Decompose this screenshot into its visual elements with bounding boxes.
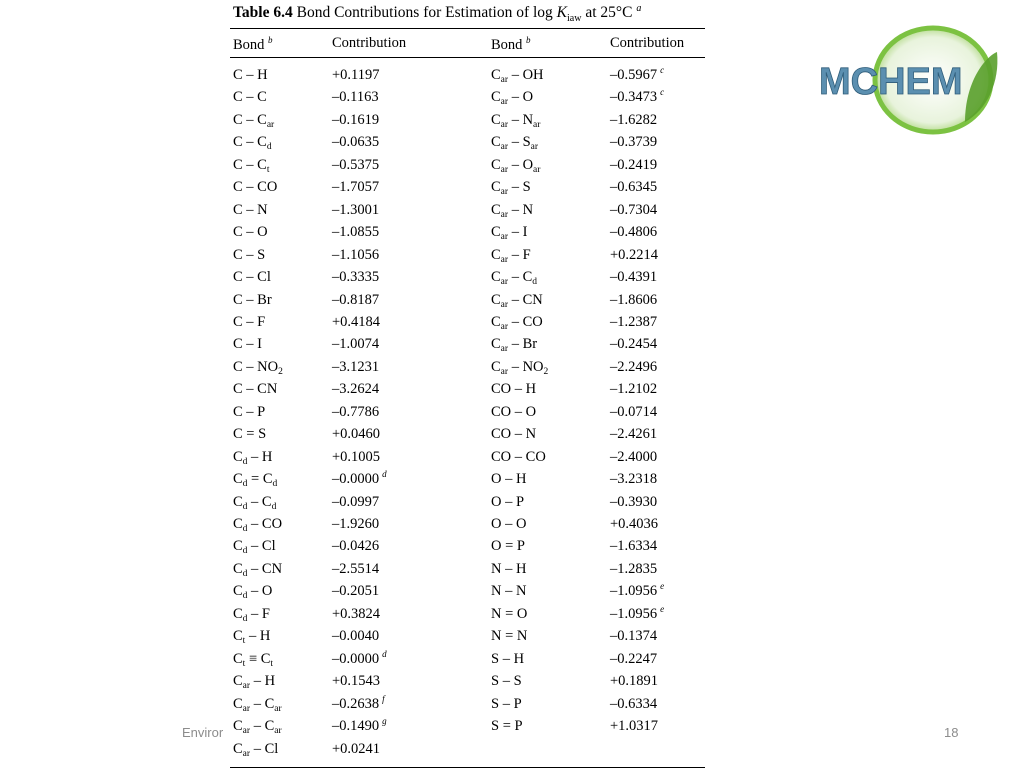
right-contribution-cell: +0.2214	[610, 247, 659, 263]
left-bond-cell: C – Br	[233, 292, 272, 308]
right-bond-cell: $C_{ar} - C_d$	[491, 269, 537, 287]
left-contribution-cell: –2.5514	[332, 561, 380, 577]
right-bond-cell: $C_{ar} - S_{ar}$	[491, 134, 539, 152]
left-bond-cell: C – F	[233, 314, 266, 330]
right-contribution-cell: –0.2247	[610, 651, 658, 667]
left-contribution-cell: +0.3824	[332, 606, 381, 622]
right-contribution-cell: –1.2102	[610, 381, 658, 397]
right-bond-cell: N = N	[491, 628, 528, 644]
right-contribution-cell: –1.6334	[610, 538, 658, 554]
right-contribution-cell: –0.4391	[610, 269, 658, 285]
right-contribution-cell: –0.3930	[610, 494, 658, 510]
left-contribution-cell: –1.3001	[332, 202, 380, 218]
right-bond-cell: CO – N	[491, 426, 537, 442]
right-contribution-cell: –0.0714	[610, 404, 658, 420]
header-rule	[230, 57, 705, 58]
left-bond-cell: $C_d$ – H	[233, 449, 273, 467]
logo-text: MCHEM	[819, 61, 963, 103]
right-bond-cell: CO – CO	[491, 449, 546, 465]
right-bond-cell: $C_{ar}$ – S	[491, 179, 531, 197]
left-bond-cell: $C_d$ – F	[233, 606, 270, 624]
right-bond-cell: O – H	[491, 471, 527, 487]
right-contribution-cell: –2.4261	[610, 426, 658, 442]
left-contribution-cell: –0.3335	[332, 269, 380, 285]
left-contribution-cell: –0.5375	[332, 157, 380, 173]
right-contribution-cell: –0.7304	[610, 202, 658, 218]
right-contribution-cell: –0.3473 $^c$	[610, 87, 665, 105]
right-contribution-cell: –0.3739	[610, 134, 658, 150]
right-contribution-cell: +1.0317	[610, 718, 659, 734]
right-bond-cell: S – H	[491, 651, 525, 667]
top-rule	[230, 28, 705, 29]
right-contribution-cell: +0.4036	[610, 516, 659, 532]
right-bond-cell: S = P	[491, 718, 523, 734]
left-bond-cell: C – $C_t$	[233, 157, 270, 175]
left-contribution-cell: –0.0000 $^d$	[332, 649, 387, 667]
left-contribution-cell: +0.4184	[332, 314, 381, 330]
left-contribution-cell: –1.1056	[332, 247, 380, 263]
left-bond-cell: $C_d$ – CO	[233, 516, 283, 534]
caption-footnote-mark: a	[636, 3, 642, 14]
left-bond-cell: C – I	[233, 336, 262, 352]
left-bond-cell: C – Cl	[233, 269, 271, 285]
left-contribution-cell: –0.0040	[332, 628, 380, 644]
left-bond-cell: $C_d$ – O	[233, 583, 273, 601]
left-bond-cell: C – $C_d$	[233, 134, 272, 152]
right-contribution-cell: –0.2454	[610, 336, 658, 352]
caption-k: K	[556, 4, 568, 21]
left-bond-cell: C – N	[233, 202, 268, 218]
right-bond-cell: $C_{ar} - N_{ar}$	[491, 112, 541, 130]
right-contribution-cell: –0.5967 $^c$	[610, 65, 665, 83]
left-bond-cell: C – O	[233, 224, 268, 240]
left-bond-cell: C – CO	[233, 179, 278, 195]
header-contribution-right: Contribution	[610, 35, 685, 51]
right-bond-cell: $C_{ar}$ – OH	[491, 67, 544, 85]
caption-k-subscript: iaw	[567, 13, 582, 25]
right-contribution-cell: –0.6345	[610, 179, 658, 195]
left-bond-cell: C – S	[233, 247, 266, 263]
footer-text: Enviror	[182, 725, 224, 740]
caption-temperature: at 25°C	[581, 4, 633, 21]
left-contribution-cell: +0.1543	[332, 673, 381, 689]
right-bond-cell: N – N	[491, 583, 527, 599]
right-bond-cell: CO – H	[491, 381, 537, 397]
left-contribution-cell: –0.7786	[332, 404, 380, 420]
page-number: 18	[944, 725, 959, 740]
right-bond-cell: N – H	[491, 561, 527, 577]
right-bond-cell: $C_{ar}$ – N	[491, 202, 534, 220]
right-bond-cell: $C_{ar}$ – Br	[491, 336, 538, 354]
left-bond-cell: $C_d$ – Cl	[233, 538, 276, 556]
right-contribution-cell: –1.6282	[610, 112, 658, 128]
left-contribution-cell: –0.0000 $^d$	[332, 469, 387, 487]
left-contribution-cell: +0.0241	[332, 741, 381, 757]
right-contribution-cell: –2.2496	[610, 359, 658, 375]
bond-contributions-table	[230, 0, 705, 768]
left-bond-cell: C – C	[233, 89, 267, 105]
left-bond-cell: C – $C_{ar}$	[233, 112, 275, 130]
left-contribution-cell: –0.1163	[332, 89, 379, 105]
right-bond-cell: $C_{ar}$ – O	[491, 89, 534, 107]
right-bond-cell: $C_{ar}$ – I	[491, 224, 528, 242]
left-contribution-cell: +0.1197	[332, 67, 380, 83]
left-bond-cell: $C_t$ – H	[233, 628, 271, 646]
right-contribution-cell: –1.2387	[610, 314, 658, 330]
right-bond-cell: $C_{ar}$ – CO	[491, 314, 543, 332]
table-caption	[233, 3, 641, 24]
left-bond-cell: $C_d = C_d$	[233, 471, 278, 489]
right-contribution-cell: –0.6334	[610, 696, 658, 712]
right-bond-cell: $C_{ar}$ – F	[491, 247, 531, 265]
right-bond-cell: $C_{ar}$ – CN	[491, 292, 543, 310]
left-contribution-cell: –1.7057	[332, 179, 380, 195]
right-contribution-cell: –2.4000	[610, 449, 658, 465]
right-contribution-cell: –0.4806	[610, 224, 658, 240]
left-bond-cell: C – CN	[233, 381, 278, 397]
left-contribution-cell: –0.1490 $^g$	[332, 716, 387, 734]
left-bond-cell: C – H	[233, 67, 268, 83]
left-contribution-cell: –0.0997	[332, 494, 380, 510]
right-contribution-cell: –1.2835	[610, 561, 658, 577]
left-contribution-cell: –1.0074	[332, 336, 380, 352]
right-bond-cell: N = O	[491, 606, 528, 622]
left-contribution-cell: –1.9260	[332, 516, 380, 532]
right-bond-cell: O = P	[491, 538, 525, 554]
left-contribution-cell: –3.2624	[332, 381, 380, 397]
right-contribution-cell: –1.8606	[610, 292, 658, 308]
right-bond-cell: O – P	[491, 494, 525, 510]
left-contribution-cell: –0.8187	[332, 292, 380, 308]
right-bond-cell: S – P	[491, 696, 522, 712]
left-bond-cell: $C_{ar}$ – Cl	[233, 741, 279, 759]
left-contribution-cell: +0.1005	[332, 449, 381, 465]
header-bond-right: Bond $^b$	[491, 35, 531, 53]
left-contribution-cell: –1.0855	[332, 224, 380, 240]
left-bond-cell: $C_{ar} - C_{ar}$	[233, 718, 282, 736]
left-contribution-cell: –3.1231	[332, 359, 380, 375]
right-contribution-cell: –0.2419	[610, 157, 658, 173]
left-contribution-cell: –0.0635	[332, 134, 380, 150]
left-bond-cell: C = S	[233, 426, 267, 442]
right-bond-cell: $C_{ar} - NO_2$	[491, 359, 549, 377]
right-bond-cell: O – O	[491, 516, 527, 532]
left-bond-cell: C – $NO_2$	[233, 359, 283, 377]
left-bond-cell: $C_d$ – CN	[233, 561, 283, 579]
right-bond-cell: CO – O	[491, 404, 537, 420]
caption-label: Table 6.4	[233, 4, 293, 21]
header-contribution-left: Contribution	[332, 35, 407, 51]
right-contribution-cell: –3.2318	[610, 471, 658, 487]
left-bond-cell: $C_t \equiv C_t$	[233, 651, 274, 669]
left-contribution-cell: –0.1619	[332, 112, 380, 128]
header-bond-left: Bond $^b$	[233, 35, 273, 53]
left-contribution-cell: –0.0426	[332, 538, 380, 554]
left-contribution-cell: –0.2051	[332, 583, 380, 599]
right-contribution-cell: –1.0956 $^e$	[610, 604, 665, 622]
right-contribution-cell: –1.0956 $^e$	[610, 581, 665, 599]
right-contribution-cell: +0.1891	[610, 673, 659, 689]
left-bond-cell: $C_{ar}$ – H	[233, 673, 276, 691]
left-bond-cell: $C_{ar} - C_{ar}$	[233, 696, 282, 714]
right-bond-cell: $C_{ar} - O_{ar}$	[491, 157, 541, 175]
mchem-logo	[815, 22, 1005, 137]
right-bond-cell: S – S	[491, 673, 522, 689]
right-contribution-cell: –0.1374	[610, 628, 658, 644]
left-contribution-cell: +0.0460	[332, 426, 381, 442]
left-contribution-cell: –0.2638 $^f$	[332, 694, 385, 712]
caption-text: Bond Contributions for Estimation of log	[296, 4, 557, 21]
left-bond-cell: $C_d - C_d$	[233, 494, 277, 512]
left-bond-cell: C – P	[233, 404, 266, 420]
